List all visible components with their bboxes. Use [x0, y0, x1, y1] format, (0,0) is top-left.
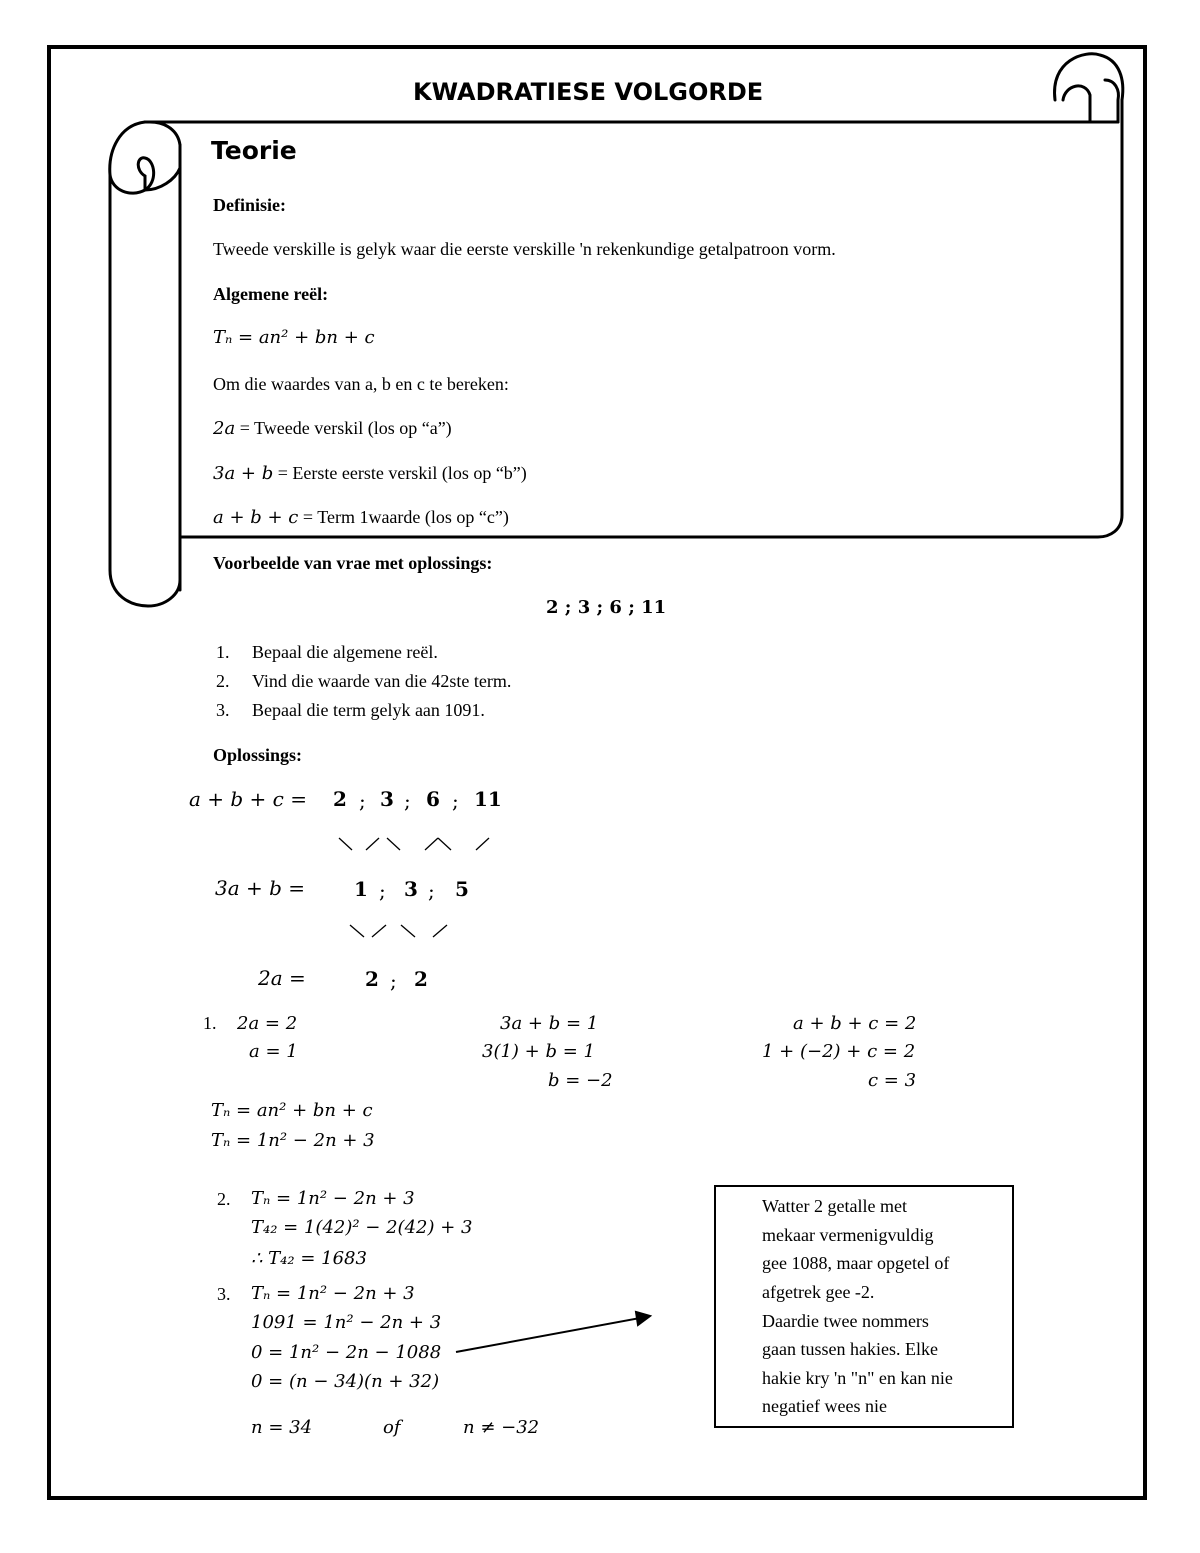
step3-num: 3.: [217, 1284, 231, 1304]
row1-val: 6: [426, 787, 440, 811]
note-line: afgetrek gee -2.: [762, 1282, 875, 1302]
question-3-text: Bepaal die term gelyk aan 1091.: [252, 700, 485, 720]
row1-lhs: a + b + c =: [189, 787, 307, 811]
col2-line: b = −2: [548, 1070, 613, 1091]
col2-line: 3a + b = 1: [500, 1013, 599, 1034]
step1-num: 1.: [203, 1013, 217, 1033]
hint-note-box: [714, 1185, 1014, 1428]
row1-sep: ;: [359, 789, 366, 813]
note-line: Daardie twee nommers: [762, 1311, 929, 1331]
final-n-not: n ≠ −32: [463, 1417, 540, 1438]
question-2-num: 2.: [216, 671, 230, 691]
rule-b: [213, 463, 527, 484]
question-1-num: 1.: [216, 642, 230, 662]
rule-a-lhs: 2a: [213, 418, 236, 439]
row3-lhs: 2a =: [258, 966, 306, 990]
general-line: Tₙ = an² + bn + c: [211, 1100, 373, 1121]
row3-sep: ;: [390, 969, 397, 993]
general-formula: Tₙ = an² + bn + c: [213, 327, 375, 348]
col3-line: 1 + (−2) + c = 2: [762, 1041, 916, 1062]
rule-c-rhs: = Term 1waarde (los op “c”): [298, 507, 509, 527]
row1-val: 11: [474, 787, 502, 811]
final-of: of: [383, 1417, 401, 1438]
general-rule-label: Algemene reël:: [213, 284, 329, 304]
col1-line: 2a = 2: [237, 1013, 298, 1034]
col3-line: a + b + c = 2: [793, 1013, 917, 1034]
row2-sep: ;: [428, 879, 435, 903]
step2-line: Tₙ = 1n² − 2n + 3: [251, 1188, 415, 1209]
definition-text: Tweede verskille is gelyk waar die eerste verskille 'n rekenkundige getalpatroon vorm.: [213, 239, 836, 259]
final-n: n = 34: [251, 1417, 313, 1438]
question-3-num: 3.: [216, 700, 230, 720]
step3-line: 0 = (n − 34)(n + 32): [251, 1371, 440, 1392]
row1-sep: ;: [452, 789, 459, 813]
note-line: hakie kry 'n "n" en kan nie: [762, 1368, 953, 1388]
row2-val: 1: [354, 877, 368, 901]
rule-b-lhs: 3a + b: [213, 463, 274, 484]
rule-b-rhs: = Eerste eerste verskil (los op “b”): [273, 463, 527, 483]
rule-a-rhs: = Tweede verskil (los op “a”): [235, 418, 452, 438]
example-sequence: 2 ; 3 ; 6 ; 11: [546, 597, 667, 618]
note-line: gee 1088, maar opgetel of: [762, 1253, 950, 1273]
col1-line: a = 1: [249, 1041, 298, 1062]
step3-line: 1091 = 1n² − 2n + 3: [251, 1312, 442, 1333]
row1-val: 2: [333, 787, 347, 811]
row2-val: 5: [455, 877, 469, 901]
row2-lhs: 3a + b =: [215, 876, 306, 900]
rule-c-lhs: a + b + c: [213, 507, 299, 528]
step3-line: 0 = 1n² − 2n − 1088: [251, 1342, 442, 1363]
step3-line: Tₙ = 1n² − 2n + 3: [251, 1283, 415, 1304]
rule-a: [213, 418, 452, 439]
calc-intro: Om die waardes van a, b en c te bereken:: [213, 374, 509, 394]
note-line: Watter 2 getalle met: [762, 1196, 907, 1216]
row1-val: 3: [380, 787, 394, 811]
rule-c: [213, 507, 509, 528]
question-1-text: Bepaal die algemene reël.: [252, 642, 438, 662]
note-line: mekaar vermenigvuldig: [762, 1225, 934, 1245]
col2-line: 3(1) + b = 1: [482, 1041, 595, 1062]
row2-val: 3: [404, 877, 418, 901]
row1-sep: ;: [404, 789, 411, 813]
note-line: gaan tussen hakies. Elke: [762, 1339, 938, 1359]
step2-num: 2.: [217, 1189, 231, 1209]
row2-sep: ;: [379, 879, 386, 903]
examples-label: Voorbeelde van vrae met oplossings:: [213, 553, 493, 573]
step2-line: T₄₂ = 1(42)² − 2(42) + 3: [251, 1217, 473, 1238]
row3-val: 2: [414, 967, 428, 991]
row3-val: 2: [365, 967, 379, 991]
page-title: KWADRATIESE VOLGORDE: [413, 78, 764, 106]
definition-label: Definisie:: [213, 195, 286, 215]
col3-line: c = 3: [868, 1070, 917, 1091]
theory-heading: Teorie: [211, 136, 297, 165]
general-line: Tₙ = 1n² − 2n + 3: [211, 1130, 375, 1151]
solutions-label: Oplossings:: [213, 745, 303, 765]
note-line: negatief wees nie: [762, 1396, 887, 1416]
step2-line: ∴ T₄₂ = 1683: [251, 1248, 367, 1269]
question-2-text: Vind die waarde van die 42ste term.: [252, 671, 512, 691]
